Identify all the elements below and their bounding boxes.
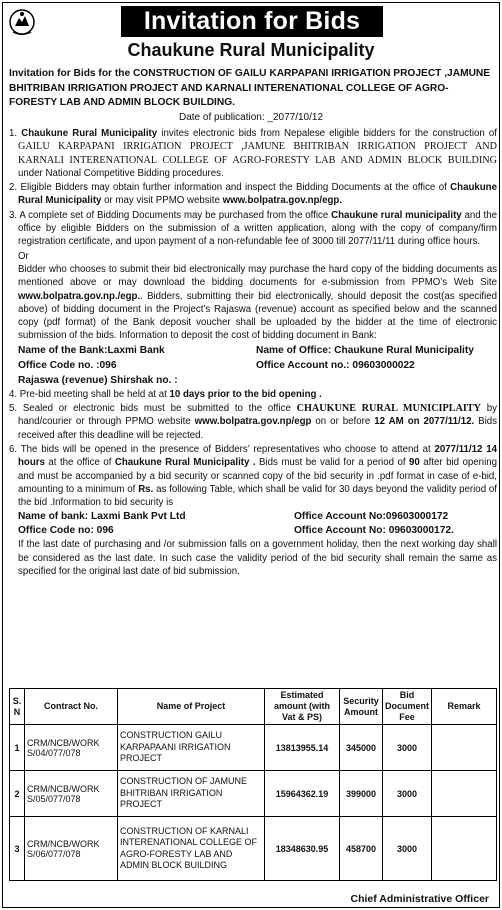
col-fee: Bid Document Fee: [383, 689, 432, 725]
clause-text: by hand/courier or through PPMO website: [18, 403, 497, 428]
bank-name: Name of the Bank:Laxmi Bank: [18, 344, 165, 356]
org-name: Chaukune Rural Municipality .: [114, 457, 256, 469]
cell-contract: CRM/NCB/WORK S/06/077/078: [25, 817, 118, 881]
col-security: Security Amount: [340, 689, 383, 725]
opening-time: 2077/11/12 14 hours: [18, 443, 497, 469]
cell-sn: 1: [10, 725, 25, 771]
office-account: Office Account no.: 09603000022: [256, 359, 415, 371]
cell-remark: [432, 771, 497, 817]
signatory: Chief Administrative Officer: [350, 893, 489, 905]
validity-days: 90: [409, 457, 420, 469]
office-account: Office Account No:09603000172: [294, 511, 449, 523]
deadline: 12 AM on 2077/11/12.: [374, 416, 475, 428]
office-account: Office Account No: 09603000172.: [294, 525, 454, 537]
currency: Rs.: [138, 483, 154, 495]
project-names: GAILU KARPAPANI IRRIGATION PROJECT ,JAMUNE BHITRIBAN IRRIGATION PROJECT AND KARNALI INTERENATIONAL COLLEGE OF AGRO-FORESTY LAB AND ADMIN BLOCK BUILDING: [18, 141, 497, 166]
office-name: Name of Office: Chaukune Rural Municipality: [256, 344, 474, 356]
clause-text: . Bidders, submitting their bid electronically, should deposit the cost(as specified above) of bidding document in the Project’s Rajaswa (revenue) account as specified below and the scanned copy (pdf format) of the Bank deposit voucher shall be uploaded by the bidder at the time of electronic submission of the bids. Information to deposit the cost of bidding document in Bank:: [18, 290, 497, 342]
clause-text: after bid opening and must be accompanied by a bid security or scanned copy of the bid security in .pdf format in case of e-bid, amounting to a minimum of: [18, 457, 497, 495]
col-project: Name of Project: [118, 689, 265, 725]
security-bank-row: [9, 510, 497, 524]
website-link[interactable]: www.bolpatra.gov.np./egp.: [18, 290, 141, 302]
clause-number: 2.: [9, 182, 18, 194]
clause-text: at the office of: [44, 457, 115, 469]
website-link[interactable]: www.bolpatra.gov.np/egp.: [222, 195, 343, 207]
bank-info-row: [9, 373, 497, 388]
bid-table: [9, 688, 497, 881]
org-name: CHAUKUNE RURAL MUNICIPLAITY: [296, 403, 482, 415]
cell-project: CONSTRUCTION OF JAMUNE BHITRIBAN IRRIGATION PROJECT: [118, 771, 265, 817]
notice-title: Invitation for Bids: [121, 6, 383, 37]
clause-number: 1.: [9, 128, 18, 139]
security-bank-row: [9, 524, 497, 538]
clause-4: [9, 388, 497, 401]
publication-date: Date of publication: _2077/10/12: [179, 112, 323, 123]
clause-text: under National Competitive Bidding procedures.: [18, 167, 224, 179]
org-name: Chaukune Rural Municipality: [18, 182, 497, 207]
cell-security: 399000: [340, 771, 383, 817]
col-amount: Estimated amount (with Vat & PS): [265, 689, 340, 725]
clause-text: on or before: [311, 416, 375, 428]
cell-remark: [432, 725, 497, 771]
table-row: [10, 771, 497, 817]
clause-text: The bids will be opened in the presence of Bidders’ representatives who choose to attend at: [20, 443, 435, 455]
clause-3: [9, 209, 497, 249]
clause-number: 6.: [9, 443, 18, 455]
col-sn: S. N: [10, 689, 25, 725]
intro-text: Invitation for Bids for the CONSTRUCTION OF GAILU KARPAPANI IRRIGATION PROJECT ,JAMUNE BHITRIBAN IRRIGATION PROJECT AND KARNALI INTERENATIONAL COLLEGE OF AGRO-FORESTY LAB AND ADMIN BLOCK BUILDING.: [9, 68, 491, 108]
clause-text: as following Table, which shall be valid for 30 days beyond the validity period of the bid .Information to bid security is: [18, 483, 497, 509]
notice-body: [9, 127, 497, 578]
table-header-row: [10, 689, 497, 725]
bank-info-row: [9, 343, 497, 358]
cell-remark: [432, 817, 497, 881]
office-code: Office Code no: 096: [18, 525, 114, 537]
clause-text: A complete set of Bidding Documents may be purchased from the office: [19, 209, 332, 221]
org-name: Chaukune rural municipality: [331, 209, 462, 221]
clause-number: 3.: [9, 209, 18, 221]
holiday-clause: If the last date of purchasing and /or submission falls on a government holiday, then the next working day shall be considered as the last date. In such case the validity period of the bid security shall remain the same as specified for the original last date of bid submission.: [18, 539, 497, 578]
cell-security: 345000: [340, 725, 383, 771]
cell-security: 458700: [340, 817, 383, 881]
clause-text: Bidder who chooses to submit their bid electronically may purchase the hard copy of the bidding documents as mentioned above or may download the bidding documents for e-submission from PPMO’s Web Site: [18, 263, 497, 289]
cell-fee: 3000: [383, 725, 432, 771]
cell-amount: 13813955.14: [265, 725, 340, 771]
clause-text: invites electronic bids from Nepalese eligible bidders for the construction of: [157, 128, 497, 139]
prebid-timing: 10 days prior to the bid opening .: [169, 388, 322, 400]
clause-text: Bids received after this deadline will be rejected.: [18, 416, 498, 441]
table-row: [10, 817, 497, 881]
cell-amount: 15964362.19: [265, 771, 340, 817]
cell-contract: CRM/NCB/WORK S/04/077/078: [25, 725, 118, 771]
organization-name: Chaukune Rural Municipality: [127, 40, 375, 60]
clause-number: 4.: [9, 388, 18, 400]
cell-amount: 18348630.95: [265, 817, 340, 881]
clause-text: Bids must be valid for a period of: [255, 457, 410, 469]
table-row: [10, 725, 497, 771]
cell-project: CONSTRUCTION GAILU KARPAPAANI IRRIGATION PROJECT: [118, 725, 265, 771]
col-contract: Contract No.: [25, 689, 118, 725]
clause-text: Pre-bid meeting shall be held at at: [19, 388, 170, 400]
cell-fee: 3000: [383, 771, 432, 817]
clause-number: 5.: [9, 403, 18, 415]
clause-text: Sealed or electronic bids must be submitted to the office: [22, 403, 297, 415]
bank-info-row: [9, 358, 497, 373]
org-name: Chaukune Rural Municipality: [21, 128, 158, 139]
cell-project: CONSTRUCTION OF KARNALI INTERENATIONAL COLLEGE OF AGRO-FORESTY LAB AND ADMIN BLOCK BUILDING: [118, 817, 265, 881]
or-text: Or: [18, 250, 29, 262]
clause-2: [9, 181, 497, 208]
notice-page: [2, 2, 500, 908]
clause-text: or may visit PPMO website: [101, 195, 223, 207]
col-remark: Remark: [432, 689, 497, 725]
clause-1: [9, 127, 497, 180]
clause-6: [9, 443, 497, 509]
cell-contract: CRM/NCB/WORK S/05/077/078: [25, 771, 118, 817]
clause-text: Eligible Bidders may obtain further information and inspect the Bidding Documents at the office of: [20, 182, 451, 194]
clause-text: and the office by eligible Bidders on the submission of a written application, along with the copy of company/firm registration certificate, and upon payment of a non-refundable fee of 3000 till 2077/11/11 during office hours.: [18, 209, 497, 248]
bank-name: Name of bank: Laxmi Bank Pvt Ltd: [18, 511, 186, 523]
rajaswa-number: Rajaswa (revenue) Shirshak no. :: [18, 374, 178, 386]
clause-3-continued: [9, 263, 497, 343]
clause-5: [9, 402, 497, 442]
office-code: Office Code no. :096: [18, 359, 117, 371]
cell-sn: 3: [10, 817, 25, 881]
cell-fee: 3000: [383, 817, 432, 881]
website-link[interactable]: www.bolpatra.gov.np/egp: [194, 416, 312, 428]
nepal-emblem-icon: [9, 7, 35, 37]
cell-sn: 2: [10, 771, 25, 817]
